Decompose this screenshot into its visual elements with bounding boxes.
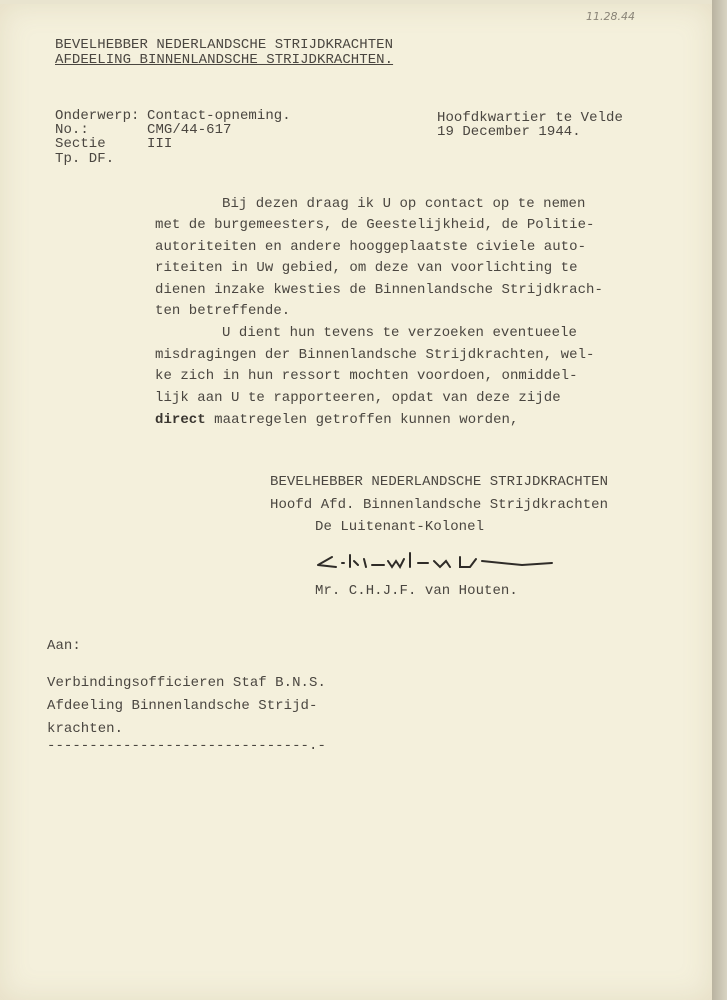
subject-value: Contact-opneming. [147, 108, 291, 124]
section-value: III [147, 136, 173, 152]
body-line: Bij dezen draag ik U op contact op te nemen [222, 196, 586, 212]
recipient-line: Verbindingsofficieren Staf B.N.S. [47, 675, 326, 691]
body-line: autoriteiten en andere hooggeplaatste civiele auto- [155, 239, 587, 255]
body-line: misdragingen der Binnenlandsche Strijdkrachten, wel- [155, 347, 595, 363]
closing-rule: -------------------------------.- [47, 738, 326, 754]
body-line: lijk aan U te rapporteeren, opdat van deze zijde [155, 390, 561, 406]
scan-edge [712, 0, 727, 1000]
recipient-label: Aan: [47, 638, 81, 654]
signatory-name: Mr. C.H.J.F. van Houten. [315, 583, 518, 599]
letterhead-line-1: BEVELHEBBER NEDERLANDSCHE STRIJDKRACHTEN [55, 37, 394, 53]
body-line: ten betreffende. [155, 303, 291, 319]
body-line: ke zich in hun ressort mochten voordoen, onmiddel- [155, 368, 578, 384]
section-label: Sectie [55, 136, 106, 152]
letterhead-line-2: AFDEELING BINNENLANDSCHE STRIJDKRACHTEN. [55, 52, 394, 68]
number-value: CMG/44-617 [147, 122, 232, 138]
body-line: dienen inzake kwesties de Binnenlandsche Strijdkrach- [155, 282, 603, 298]
body-line: U dient hun tevens te verzoeken eventueele [222, 325, 577, 341]
handwritten-signature [310, 545, 570, 575]
place: Hoofdkwartier te Velde [437, 110, 623, 126]
signature-block-line-3: De Luitenant-Kolonel [315, 519, 485, 535]
typist-initials: Tp. DF. [55, 151, 115, 167]
date: 19 December 1944. [437, 124, 581, 140]
recipient-line: Afdeeling Binnenlandsche Strijd- [47, 698, 318, 714]
subject-label: Onderwerp: [55, 108, 140, 124]
body-line: riteiten in Uw gebied, om deze van voorlichting te [155, 260, 578, 276]
body-line-last [155, 412, 518, 428]
emphasis-direct: direct [155, 412, 206, 428]
body-line: met de burgemeesters, de Geestelijkheid, de Politie- [155, 217, 595, 233]
number-label: No.: [55, 122, 89, 138]
body-line-rest: maatregelen getroffen kunnen worden, [205, 412, 519, 428]
handwritten-annotation: 11.28.44 [586, 10, 635, 23]
recipient-line: krachten. [47, 721, 124, 737]
signature-block-line-1: BEVELHEBBER NEDERLANDSCHE STRIJDKRACHTEN [270, 474, 609, 490]
signature-block-line-2: Hoofd Afd. Binnenlandsche Strijdkrachten [270, 497, 609, 513]
